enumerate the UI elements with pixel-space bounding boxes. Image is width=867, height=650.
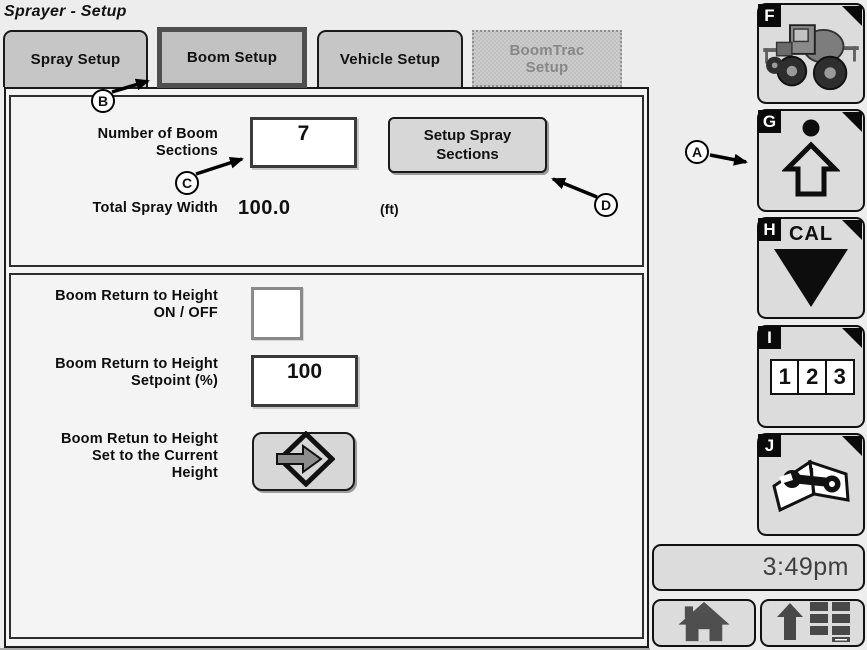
softkey-corner-triangle [842,112,862,132]
tab-vehicle-setup[interactable] [317,30,463,87]
home-button[interactable] [652,599,756,647]
number-of-boom-sections-label: Number of Boom Sections [97,126,218,159]
softkey-h-badge: H [758,218,781,241]
softkey-g-badge: G [758,110,781,133]
softkey-corner-triangle [842,220,862,240]
softkey-corner-triangle [842,6,862,26]
tab-spray-setup[interactable] [3,30,148,87]
set-to-current-height-button[interactable] [252,432,355,491]
softkey-i-numeric-button[interactable] [757,325,865,428]
softkey-h-cal-button[interactable] [757,217,865,319]
softkey-f-badge: F [758,4,781,27]
clock-time: 3:49pm [762,553,849,581]
tab-boomtrac-setup-label-line2: Setup [525,58,569,76]
boom-return-set-current-label: Boom Retun to Height Set to the Current Height [60,431,218,481]
softkey-i-badge: I [758,326,781,349]
boom-return-setpoint-label: Boom Return to Height Setpoint (%) [55,356,218,389]
boom-return-onoff-label: Boom Return to Height ON / OFF [55,288,218,321]
page-title: Sprayer - Setup [4,3,127,20]
total-spray-width-value: 100.0 [238,197,291,219]
softkey-j-setup-manual-button[interactable] [757,433,865,536]
boom-return-onoff-checkbox[interactable] [251,287,303,340]
tab-boomtrac-setup-label-line1: BoomTrac [509,41,585,59]
tab-boom-setup-label: Boom Setup [186,49,278,66]
setup-spray-sections-button[interactable]: Setup Spray Sections [388,117,547,173]
tab-boom-setup[interactable] [157,27,307,88]
cal-label: CAL [788,223,834,245]
callout-d: D [594,193,618,217]
tab-boomtrac-setup [472,30,622,87]
number-of-boom-sections-input[interactable]: 7 [250,117,357,168]
tab-spray-setup-label: Spray Setup [30,51,121,68]
digits-123-icon: 1 2 3 [770,359,853,395]
boom-return-setpoint-input[interactable]: 100 [251,355,358,407]
diamond-right-arrow-icon [273,431,335,492]
home-icon [675,600,733,647]
clock-display [652,544,865,591]
up-arrow-outline-with-dot-icon [782,119,840,202]
total-spray-width-units: (ft) [380,201,399,217]
up-arrow-page-stack-icon [774,600,852,647]
cal-down-triangle-icon [773,248,849,313]
softkey-f-sprayer-button[interactable] [757,3,865,104]
total-spray-width-label: Total Spray Width [92,200,218,216]
callout-a: A [685,140,709,164]
softkey-corner-triangle [842,328,862,348]
softkey-g-boom-raise-button[interactable] [757,109,865,212]
softkey-j-badge: J [758,434,781,457]
callout-b: B [91,89,115,113]
manual-book-wrench-icon [768,450,854,519]
menu-button[interactable] [760,599,865,647]
callout-c: C [175,171,199,195]
tab-vehicle-setup-label: Vehicle Setup [339,51,441,68]
softkey-corner-triangle [842,436,862,456]
